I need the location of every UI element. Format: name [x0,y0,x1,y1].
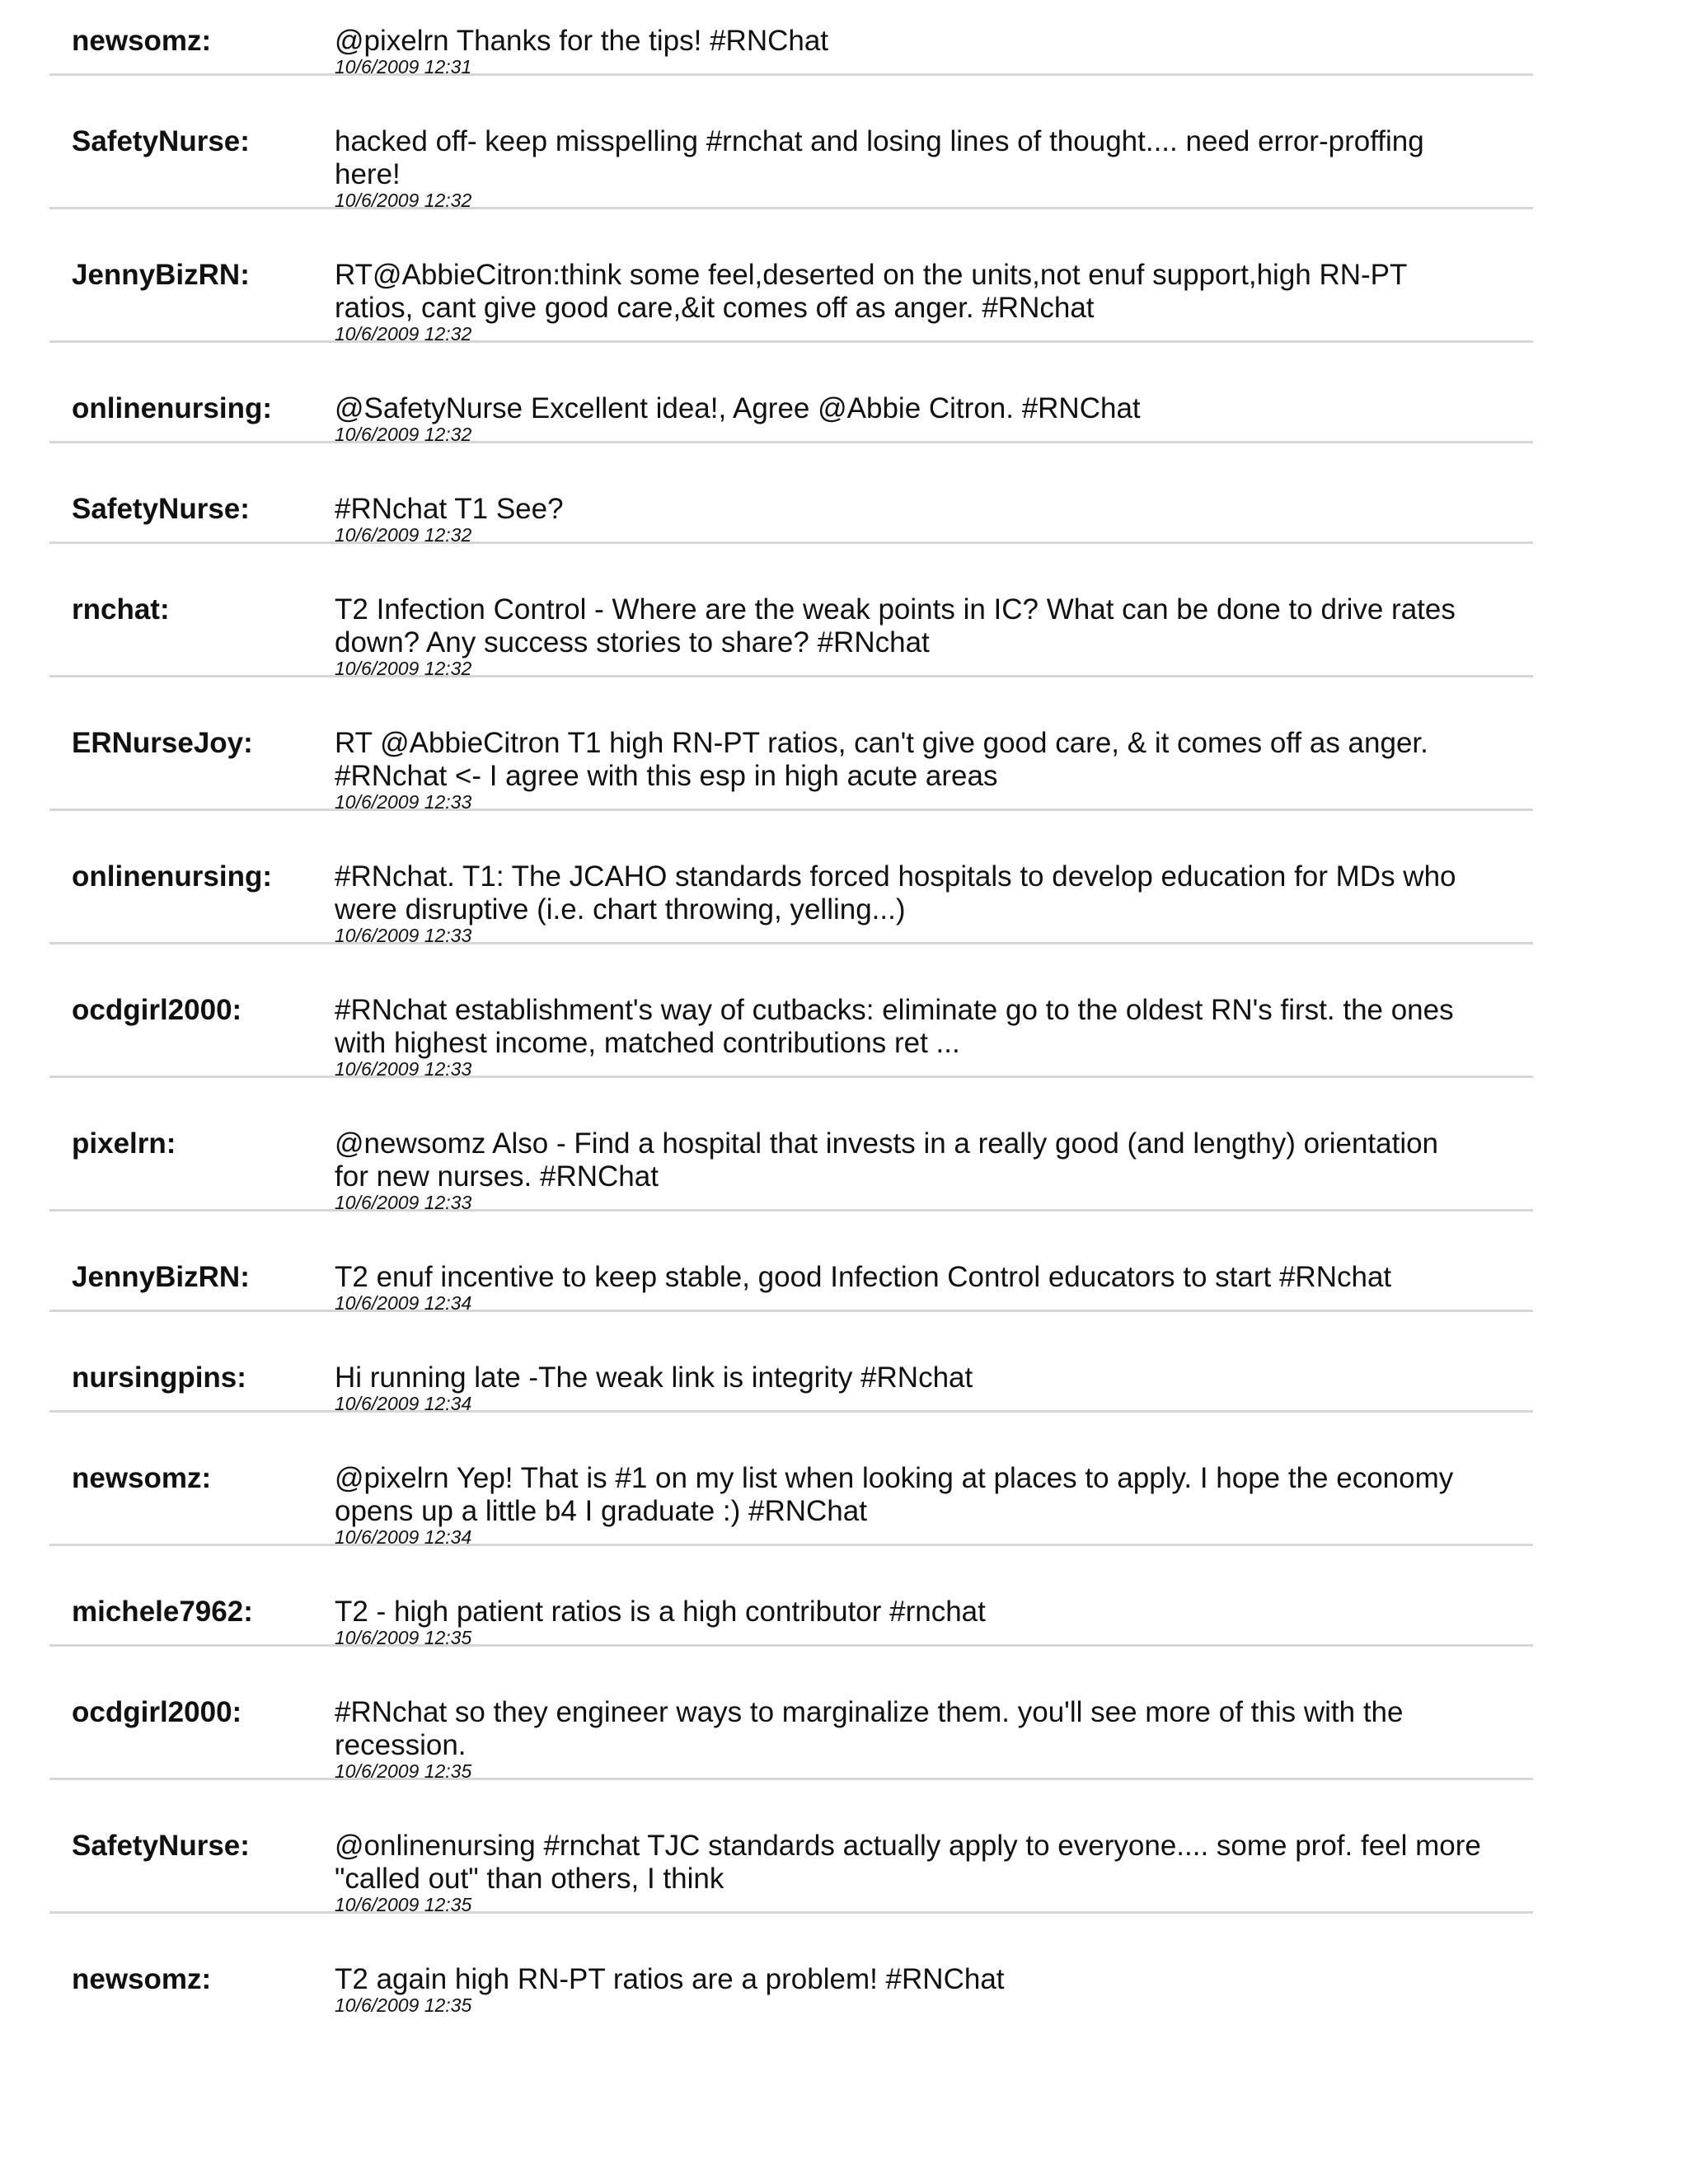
tweet-row [49,944,1533,1078]
tweet-message-line: @SafetyNurse Excellent idea!, Agree @Abbie Citron. #RNChat [335,392,1141,424]
tweet-message-line: RT @AbbieCitron T1 high RN-PT ratios, can't give good care, & it comes off as anger. [335,727,1428,759]
tweet-row [49,1212,1533,1312]
tweet-author[interactable]: onlinenursing: [72,392,273,424]
tweet-content [335,1462,1522,1548]
tweet-message-line: #RNchat. T1: The JCAHO standards forced hospitals to develop education for MDs who [335,860,1456,893]
tweet-timestamp: 10/6/2009 12:35 [335,1627,472,1648]
tweet-timestamp: 10/6/2009 12:33 [335,1058,472,1080]
tweet-author[interactable]: ERNurseJoy: [72,727,253,759]
tweet-author[interactable]: SafetyNurse: [72,1830,250,1862]
tweet-message-line: RT@AbbieCitron:think some feel,deserted on the units,not enuf support,high RN-PT [335,259,1408,291]
tweet-message-line: T2 Infection Control - Where are the weak points in IC? What can be done to drive rates [335,593,1456,626]
tweet-timestamp: 10/6/2009 12:32 [335,190,472,211]
tweet-timestamp: 10/6/2009 12:32 [335,323,472,344]
tweet-author[interactable]: nursingpins: [72,1361,246,1394]
tweet-message-line: Hi running late -The weak link is integrity #RNchat [335,1361,973,1394]
tweet-content [335,392,1522,445]
tweet-row [49,1780,1533,1914]
tweet-row [49,811,1533,944]
tweet-message-line: @pixelrn Yep! That is #1 on my list when looking at places to apply. I hope the economy [335,1462,1454,1494]
tweet-content [335,994,1522,1080]
tweet-message-line: for new nurses. #RNChat [335,1160,659,1193]
tweet-row [49,1647,1533,1780]
tweet-author[interactable]: JennyBizRN: [72,259,250,291]
tweet-message-line: hacked off- keep misspelling #rnchat and losing lines of thought.... need error-proffing [335,125,1424,157]
tweet-content [335,125,1522,211]
tweet-message-line: recession. [335,1729,467,1761]
tweet-timestamp: 10/6/2009 12:35 [335,1894,472,1915]
tweet-row [49,1546,1533,1647]
tweet-timestamp: 10/6/2009 12:33 [335,925,472,946]
tweet-timestamp: 10/6/2009 12:31 [335,56,472,77]
tweet-author[interactable]: JennyBizRN: [72,1261,250,1293]
tweet-timestamp: 10/6/2009 12:35 [335,1994,472,2016]
tweet-message-line: here! [335,158,401,190]
tweet-message-line: @onlinenursing #rnchat TJC standards actually apply to everyone.... some prof. feel more [335,1830,1481,1862]
tweet-content [335,1963,1522,2016]
tweet-author[interactable]: newsomz: [72,1963,212,1995]
tweet-message-line: #RNchat <- I agree with this esp in high acute areas [335,760,998,792]
tweet-row [49,76,1533,209]
tweet-timestamp: 10/6/2009 12:34 [335,1393,472,1414]
tweet-row [49,1914,1533,2014]
tweet-row [49,443,1533,544]
tweet-message-line: were disruptive (i.e. chart throwing, yelling...) [335,893,906,926]
tweet-row [49,343,1533,443]
tweet-author[interactable]: onlinenursing: [72,860,273,893]
tweet-author[interactable]: SafetyNurse: [72,493,250,525]
tweet-message-line: #RNchat establishment's way of cutbacks: eliminate go to the oldest RN's first. the ones [335,994,1454,1026]
tweet-row [49,0,1533,76]
tweet-message-line: @newsomz Also - Find a hospital that invests in a really good (and lengthy) orientation [335,1127,1439,1160]
tweet-message-line: @pixelrn Thanks for the tips! #RNChat [335,25,829,57]
tweet-content [335,1830,1522,1915]
tweet-message-line: "called out" than others, I think [335,1863,724,1895]
tweet-row [49,1413,1533,1546]
tweet-author[interactable]: SafetyNurse: [72,125,250,157]
tweet-content [335,493,1522,546]
tweet-row [49,1312,1533,1413]
tweet-timestamp: 10/6/2009 12:35 [335,1760,472,1782]
tweet-author[interactable]: rnchat: [72,593,170,626]
tweet-feed [49,0,1533,2014]
tweet-message-line: with highest income, matched contributions ret ... [335,1027,960,1059]
tweet-author[interactable]: pixelrn: [72,1127,176,1160]
tweet-timestamp: 10/6/2009 12:32 [335,658,472,679]
tweet-author[interactable]: ocdgirl2000: [72,1696,242,1728]
tweet-timestamp: 10/6/2009 12:32 [335,524,472,546]
tweet-row [49,209,1533,343]
tweet-row [49,544,1533,677]
tweet-timestamp: 10/6/2009 12:34 [335,1526,472,1548]
tweet-timestamp: 10/6/2009 12:33 [335,1192,472,1213]
tweet-author[interactable]: ocdgirl2000: [72,994,242,1026]
tweet-message-line: #RNchat T1 See? [335,493,564,525]
tweet-message-line: T2 - high patient ratios is a high contributor #rnchat [335,1596,986,1628]
tweet-content [335,593,1522,679]
tweet-message-line: ratios, cant give good care,&it comes off as anger. #RNchat [335,292,1095,324]
tweet-author[interactable]: newsomz: [72,25,212,57]
tweet-content [335,1261,1522,1314]
tweet-content [335,25,1522,77]
tweet-message-line: opens up a little b4 I graduate :) #RNChat [335,1495,867,1527]
tweet-message-line: down? Any success stories to share? #RNchat [335,626,930,658]
tweet-message-line: T2 enuf incentive to keep stable, good Infection Control educators to start #RNchat [335,1261,1392,1293]
tweet-content [335,1127,1522,1213]
tweet-content [335,1361,1522,1414]
tweet-content [335,259,1522,344]
tweet-content [335,727,1522,813]
tweet-author[interactable]: michele7962: [72,1596,253,1628]
tweet-content [335,1596,1522,1648]
tweet-timestamp: 10/6/2009 12:32 [335,424,472,445]
tweet-message-line: #RNchat so they engineer ways to marginalize them. you'll see more of this with the [335,1696,1404,1728]
tweet-row [49,1078,1533,1212]
tweet-message-line: T2 again high RN-PT ratios are a problem! #RNChat [335,1963,1005,1995]
tweet-content [335,1696,1522,1782]
tweet-content [335,860,1522,946]
tweet-row [49,677,1533,811]
tweet-timestamp: 10/6/2009 12:34 [335,1292,472,1314]
tweet-author[interactable]: newsomz: [72,1462,212,1494]
tweet-timestamp: 10/6/2009 12:33 [335,791,472,813]
